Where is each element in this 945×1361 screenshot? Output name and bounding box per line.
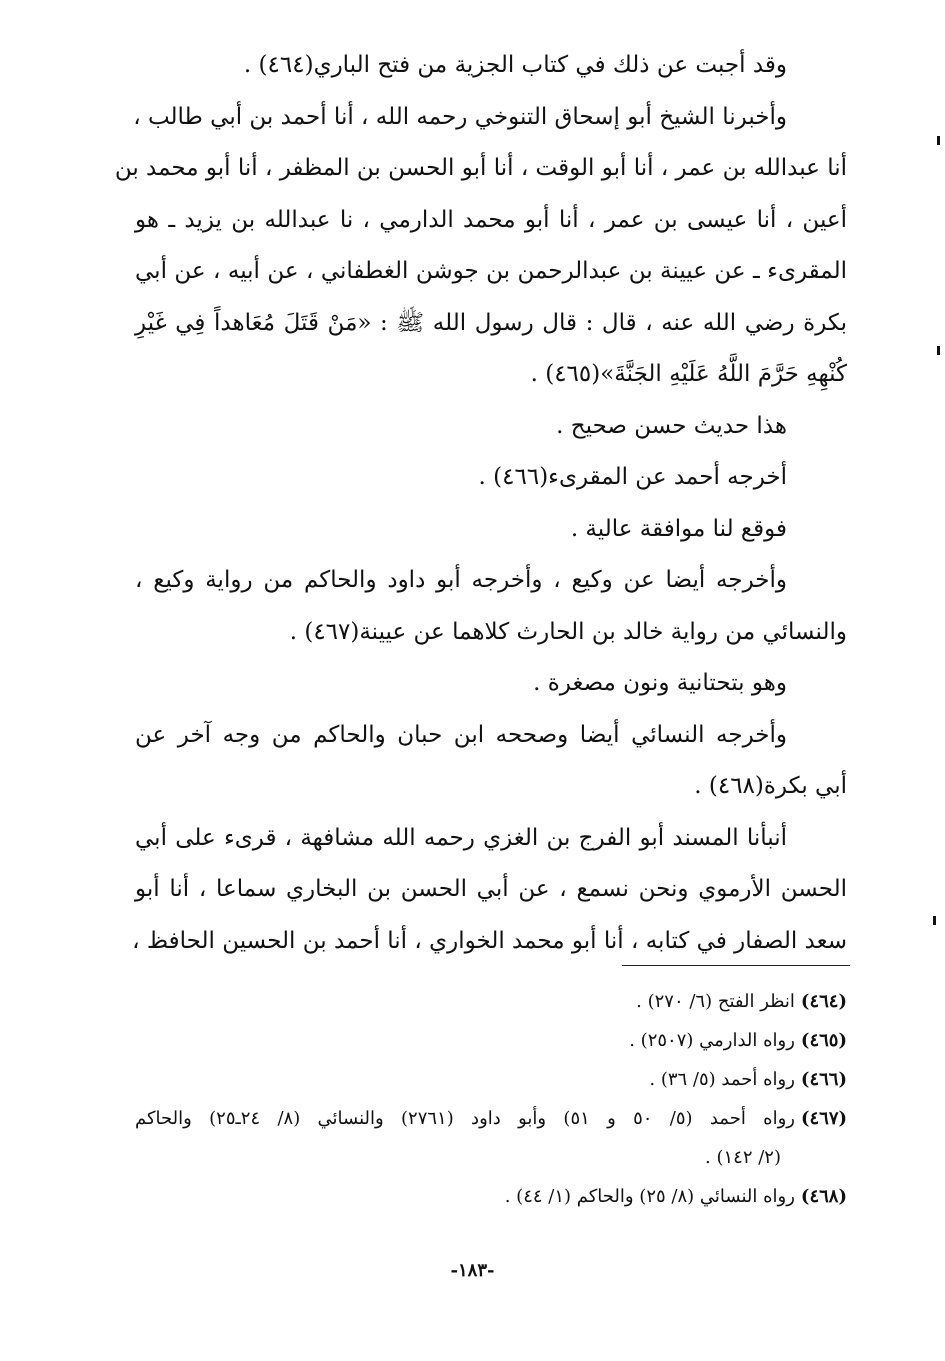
margin-mark bbox=[937, 346, 940, 355]
main-text bbox=[114, 40, 847, 967]
footnote-text: رواه النسائي (٨/ ٢٥) والحاكم (١/ ٤٤) . bbox=[504, 1186, 795, 1207]
text-line: أخرجه أحمد عن المقرىء(٤٦٦) . bbox=[478, 464, 787, 490]
footnotes bbox=[135, 982, 847, 1216]
text-line: كُنْهِهِ حَرَّمَ اللَّهُ عَلَيْهِ الجَنَّةَ»(٤٦٥) . bbox=[530, 361, 847, 387]
text-line: وأخرجه النسائي أيضا وصححه ابن حبان والحاكم من وجه آخر عن bbox=[135, 721, 787, 748]
text-line: وقد أجبت عن ذلك في كتاب الجزية من فتح الباري(٤٦٤) . bbox=[243, 52, 787, 78]
footnote-divider bbox=[622, 965, 850, 966]
footnote-line bbox=[135, 1138, 847, 1177]
text-line: الحسن الأرموي ونحن نسمع ، عن أبي الحسن بن البخاري سماعا ، أنا أبو bbox=[135, 876, 847, 902]
text-line: أنا عبدالله بن عمر ، أنا أبو الوقت ، أنا أبو الحسن بن المظفر ، أنا أبو محمد بن bbox=[114, 155, 847, 181]
footnote-text: رواه الدارمي (٢٥٠٧) . bbox=[629, 1030, 795, 1051]
footnote-line bbox=[135, 1099, 847, 1138]
footnote-number: (٤٦٤) bbox=[800, 991, 847, 1012]
text-line: سعد الصفار في كتابه ، أنا أبو محمد الخواري ، أنا أحمد بن الحسين الحافظ ، bbox=[132, 927, 847, 954]
text-line: وهو بتحتانية ونون مصغرة . bbox=[533, 670, 787, 696]
footnote-text: رواه أحمد (٥/ ٥٠ و ٥١) وأبو داود (٢٧٦١) والنسائي (٨/ ٢٤ـ٢٥) والحاكم bbox=[135, 1108, 795, 1129]
text-line: أبي بكرة(٤٦٨) . bbox=[694, 773, 847, 799]
text-line: فوقع لنا موافقة عالية . bbox=[570, 515, 787, 542]
text-line: أعين ، أنا عيسى بن عمر ، أنا أبو محمد الدارمي ، نا عبدالله بن يزيد ـ هو bbox=[135, 206, 847, 233]
text-line: بكرة رضي الله عنه ، قال : قال رسول الله ﷺ : «مَنْ قَتَلَ مُعَاهداً فِي غَيْرِ bbox=[135, 309, 847, 336]
footnote-number: (٤٦٥) bbox=[800, 1030, 847, 1051]
text-line: أنبأنا المسند أبو الفرج بن الغزي رحمه الله مشافهة ، قرىء على أبي bbox=[135, 824, 787, 851]
footnote-line bbox=[135, 1060, 847, 1099]
text-line: وأخرجه أيضا عن وكيع ، وأخرجه أبو داود والحاكم من رواية وكيع ، bbox=[135, 567, 787, 593]
text-line: المقرىء ـ عن عيينة بن عبدالرحمن بن جوشن الغطفاني ، عن أبيه ، عن أبي bbox=[135, 258, 847, 284]
text-line: وأخبرنا الشيخ أبو إسحاق التنوخي رحمه الله ، أنا أحمد بن أبي طالب ، bbox=[133, 103, 787, 130]
footnote-number: (٤٦٧) bbox=[800, 1108, 848, 1129]
text-line: والنسائي من رواية خالد بن الحارث كلاهما عن عيينة(٤٦٧) . bbox=[289, 618, 847, 645]
footnote-line bbox=[135, 982, 847, 1021]
footnote-text: رواه أحمد (٥/ ٣٦) . bbox=[649, 1069, 795, 1090]
footnote-line bbox=[135, 1021, 847, 1060]
footnote-line bbox=[135, 1177, 847, 1216]
footnote-number: (٤٦٦) bbox=[800, 1069, 847, 1090]
text-line: هذا حديث حسن صحيح . bbox=[556, 412, 787, 439]
margin-mark bbox=[933, 916, 936, 925]
footnote-text: (٢/ ١٤٢) . bbox=[705, 1147, 781, 1168]
footnote-number: (٤٦٨) bbox=[800, 1186, 847, 1207]
margin-mark bbox=[937, 136, 940, 145]
page-number: -١٨٣- bbox=[450, 1260, 495, 1281]
footnote-text: انظر الفتح (٦/ ٢٧٠) . bbox=[636, 991, 795, 1012]
